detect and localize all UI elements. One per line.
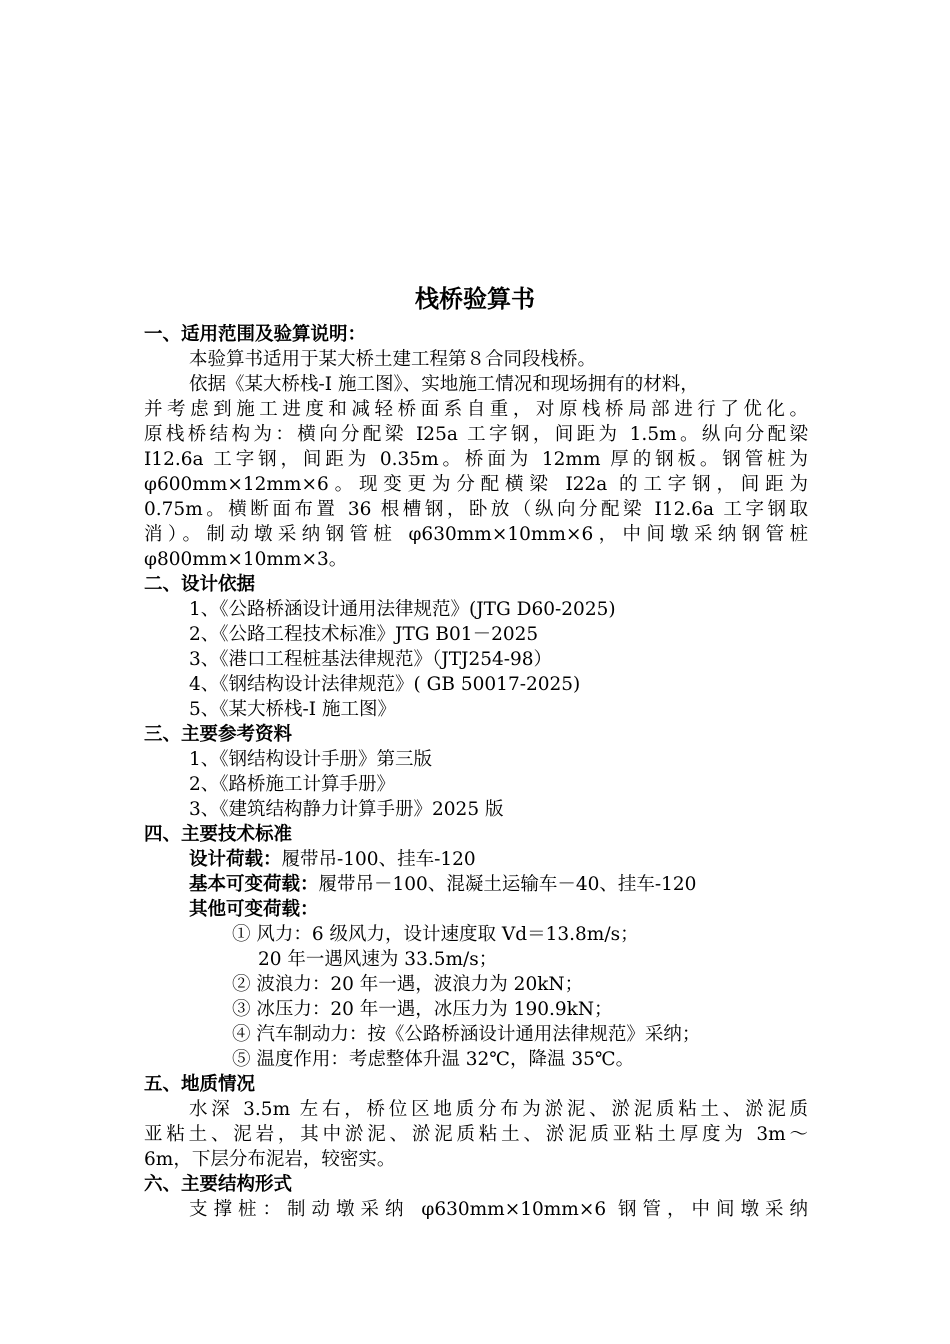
reference-item: 4、《钢结构设计法律规范》( GB 50017-2025) bbox=[189, 674, 581, 695]
design-load-label: 设计荷载： bbox=[189, 849, 282, 870]
section-1-paragraph-2-line: φ600mm×12mm×6。现变更为分配横梁 I22a 的工字钢，间距为 bbox=[144, 474, 808, 495]
other-load-line bbox=[144, 897, 808, 922]
section-1-paragraph-2-line: 依据《某大桥栈-I 施工图》、实地施工情况和现场拥有的材料， bbox=[189, 374, 699, 395]
literature-item: 1、《钢结构设计手册》第三版 bbox=[189, 749, 433, 770]
structure-line: 支撑桩：制动墩采纳 φ630mm×10mm×6 钢管，中间墩采纳 bbox=[189, 1199, 808, 1220]
section-1-paragraph-2-line: 0.75m。横断面布置 36 根槽钢，卧放（纵向分配梁 I12.6a 工字钢取 bbox=[144, 499, 808, 520]
section-1-heading: 一、适用范围及验算说明： bbox=[144, 324, 367, 345]
design-load-line bbox=[144, 847, 808, 872]
section-6-heading: 六、主要结构形式 bbox=[144, 1174, 293, 1195]
design-load-value: 履带吊-100、挂车-120 bbox=[281, 849, 476, 870]
load-item: ④ 汽车制动力：按《公路桥涵设计通用法律规范》采纳； bbox=[232, 1024, 701, 1045]
geology-line: 水深 3.5m 左右，桥位区地质分布为淤泥、淤泥质粘土、淤泥质 bbox=[189, 1099, 808, 1120]
other-load-label: 其他可变荷载： bbox=[189, 899, 319, 920]
load-item: ② 波浪力：20 年一遇，波浪力为 20kN； bbox=[232, 974, 584, 995]
load-item: ③ 冰压力：20 年一遇，冰压力为 190.9kN； bbox=[232, 999, 613, 1020]
section-1-paragraph-2-line: 并考虑到施工进度和减轻桥面系自重，对原栈桥局部进行了优化。 bbox=[144, 399, 808, 420]
basic-load-value: 履带吊－100、混凝土运输车－40、挂车-120 bbox=[318, 874, 697, 895]
section-1-paragraph-2-line: I12.6a 工字钢，间距为 0.35m。桥面为 12mm 厚的钢板。钢管桩为 bbox=[144, 449, 808, 470]
section-1-paragraph-1: 本验算书适用于某大桥土建工程第８合同段栈桥。 bbox=[189, 349, 597, 370]
section-1-paragraph-2-line: 原栈桥结构为：横向分配梁 I25a 工字钢，间距为 1.5m。纵向分配梁 bbox=[144, 424, 808, 445]
geology-line: 亚粘土、泥岩，其中淤泥、淤泥质粘土、淤泥质亚粘土厚度为 3m～ bbox=[144, 1124, 808, 1145]
reference-item: 2、《公路工程技术标准》JTG B01－2025 bbox=[189, 624, 539, 645]
section-2-heading: 二、设计依据 bbox=[144, 574, 256, 595]
reference-item: 5、《某大桥栈-I 施工图》 bbox=[189, 699, 396, 720]
load-item: ① 风力：6 级风力，设计速度取 Vd＝13.8m/s； bbox=[232, 924, 639, 945]
document-title: 栈桥验算书 bbox=[415, 285, 535, 313]
section-3-heading: 三、主要参考资料 bbox=[144, 724, 293, 745]
reference-item: 3、《港口工程桩基法律规范》（JTJ254-98） bbox=[189, 649, 553, 670]
section-5-heading: 五、地质情况 bbox=[144, 1074, 256, 1095]
load-item: ⑤ 温度作用：考虑整体升温 32℃，降温 35℃。 bbox=[232, 1049, 635, 1070]
basic-load-line bbox=[144, 872, 808, 897]
basic-load-label: 基本可变荷载： bbox=[189, 874, 319, 895]
literature-item: 3、《建筑结构静力计算手册》2025 版 bbox=[189, 799, 504, 820]
geology-line: 6m，下层分布泥岩，较密实。 bbox=[144, 1149, 396, 1170]
section-4-heading: 四、主要技术标准 bbox=[144, 824, 293, 845]
literature-item: 2、《路桥施工计算手册》 bbox=[189, 774, 396, 795]
load-item-continuation: 20 年一遇风速为 33.5m/s； bbox=[258, 949, 498, 970]
reference-item: 1、《公路桥涵设计通用法律规范》(JTG D60-2025) bbox=[189, 599, 616, 620]
section-1-paragraph-2-line: 消）。制动墩采纳钢管桩 φ630mm×10mm×6，中间墩采纳钢管桩 bbox=[144, 524, 808, 545]
document-body bbox=[144, 322, 808, 1222]
section-1-paragraph-2-line: φ800mm×10mm×3。 bbox=[144, 549, 348, 570]
